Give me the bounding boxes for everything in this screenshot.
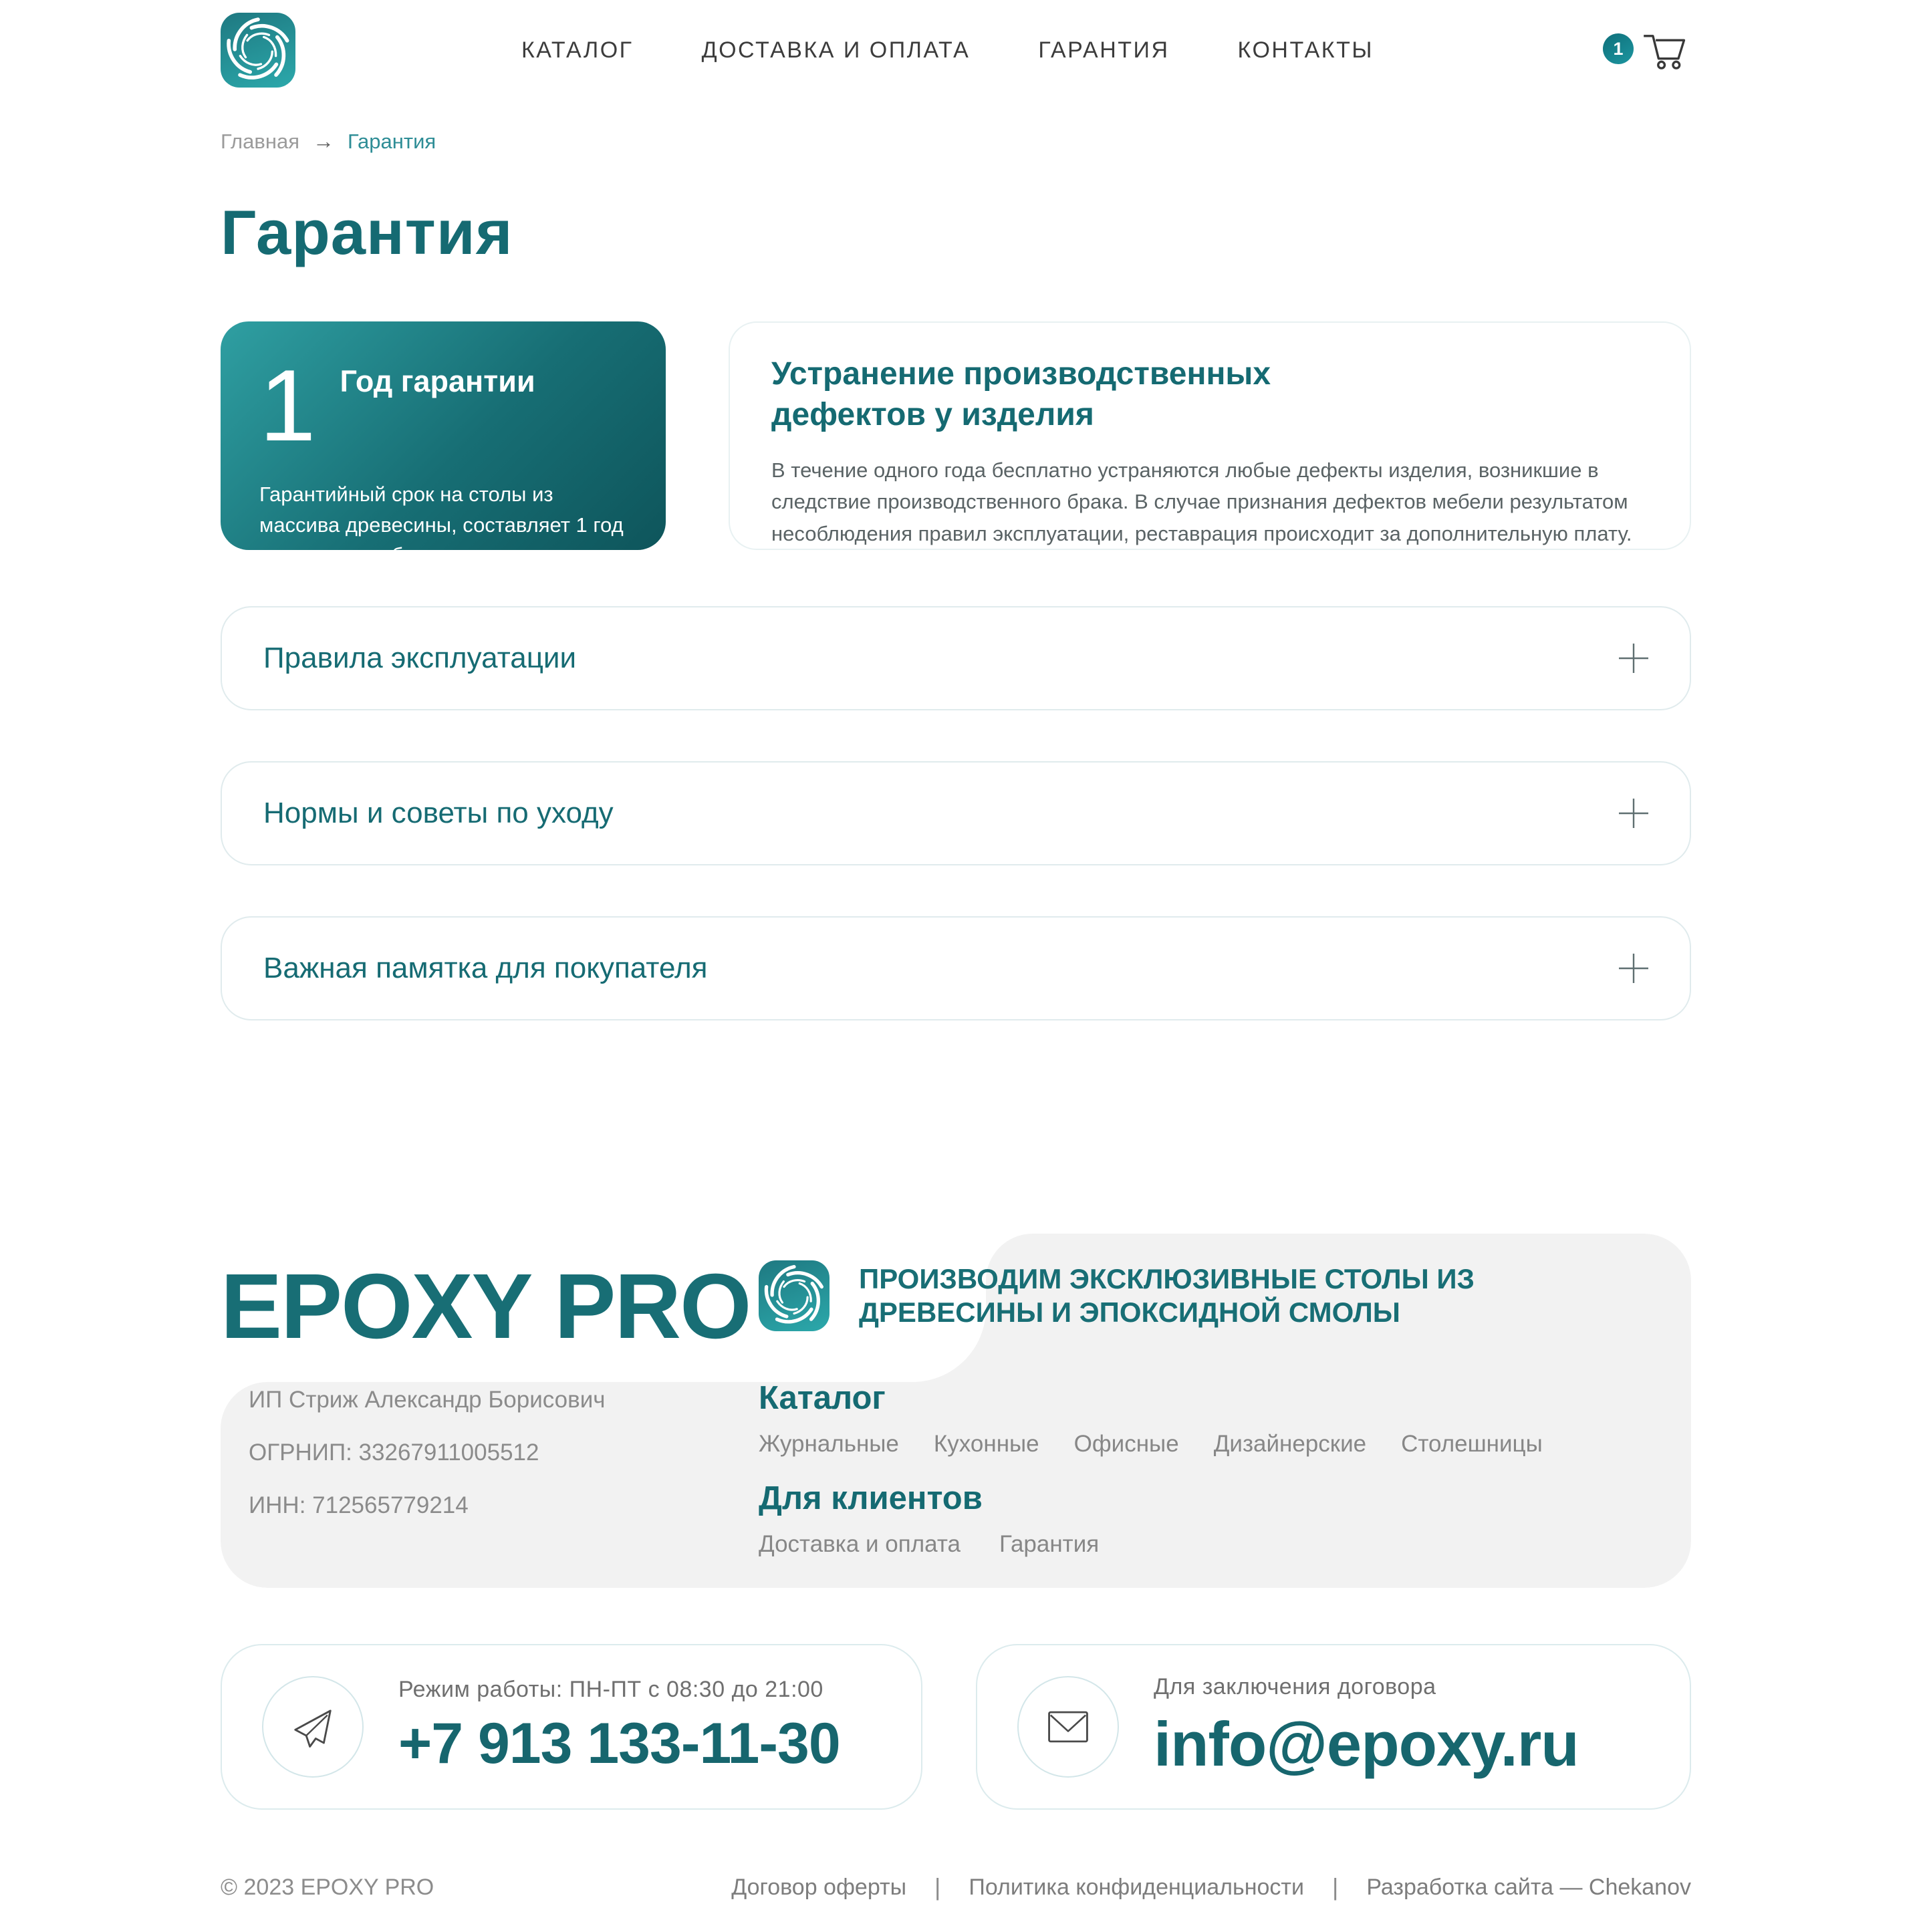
- footer-link-delivery[interactable]: Доставка и оплата: [759, 1531, 961, 1557]
- warranty-term-text: Гарантийный срок на столы из массива древесины, составляет 1 год только при соблюдении правил эксплуатации и правильном уходе.: [259, 482, 624, 597]
- footer-logo[interactable]: [759, 1260, 830, 1331]
- page: [221, 0, 1691, 1932]
- defects-card-text: В течение одного года бесплатно устраняются любые дефекты изделия, возникшие в следствие производственного брака. В случае признания дефектов мебели результатом несоблюдения правил эксплуатации, реставрация происходит за дополнительную плату.: [771, 458, 1632, 545]
- breadcrumb-home-link[interactable]: Главная: [221, 129, 299, 153]
- footer-brand-row: [759, 1260, 1527, 1331]
- warranty-cards-row: [221, 321, 1691, 597]
- nav-item-contacts[interactable]: КОНТАКТЫ: [1237, 37, 1374, 63]
- divider: |: [934, 1873, 941, 1901]
- accordion-title: Нормы и советы по уходу: [263, 797, 614, 829]
- footer-company-info: [249, 1386, 606, 1544]
- copyright-text: © 2023 EPOXY PRO: [221, 1874, 434, 1900]
- breadcrumb-arrow-icon: →: [313, 129, 334, 153]
- phone-card: [221, 1644, 922, 1810]
- cart-count-badge: 1: [1603, 33, 1634, 64]
- privacy-policy-link[interactable]: Политика конфиденциальности: [969, 1874, 1304, 1900]
- header: [221, 0, 1691, 100]
- warranty-years-label: Год гарантии: [340, 364, 535, 398]
- company-ogrnip: ОГРНИП: 33267911005512: [249, 1439, 539, 1466]
- footer-brand-wordmark: EPOXY PRO: [221, 1255, 751, 1358]
- defects-card: [729, 321, 1691, 550]
- footer-link-designer[interactable]: Дизайнерские: [1213, 1431, 1367, 1457]
- footer-catalog-links: [759, 1431, 1543, 1458]
- email-card: [976, 1644, 1691, 1810]
- page-title: Гарантия: [221, 197, 513, 267]
- site-developer-link[interactable]: Разработка сайта — Chekanov: [1366, 1874, 1691, 1900]
- swirl-logo-icon: [759, 1260, 830, 1331]
- contact-cards-row: [221, 1644, 1691, 1810]
- plus-icon[interactable]: [1618, 952, 1650, 984]
- company-inn: ИНН: 712565779214: [249, 1492, 469, 1518]
- footer-link-kitchen[interactable]: Кухонные: [933, 1431, 1039, 1457]
- footer-right-column: [759, 1234, 1691, 1588]
- cart-icon[interactable]: [1642, 29, 1691, 71]
- defects-card-title: Устранение производственных дефектов у изделия: [771, 356, 1271, 433]
- nav-item-delivery[interactable]: ДОСТАВКА И ОПЛАТА: [701, 37, 971, 63]
- footer-clients-heading: Для клиентов: [759, 1480, 983, 1516]
- accordion-title: Важная памятка для покупателя: [263, 952, 708, 984]
- footer-link-office[interactable]: Офисные: [1073, 1431, 1179, 1457]
- footer-link-countertops[interactable]: Столешницы: [1401, 1431, 1543, 1457]
- email-icon-circle: [1017, 1676, 1119, 1778]
- warranty-years-number: 1: [259, 349, 316, 462]
- bottom-bar: [221, 1873, 1691, 1932]
- phone-caption: Режим работы: ПН-ПТ с 08:30 до 21:00: [398, 1677, 823, 1702]
- footer-tagline: ПРОИЗВОДИМ ЭКСКЛЮЗИВНЫЕ СТОЛЫ ИЗ ДРЕВЕСИНЫ И ЭПОКСИДНОЙ СМОЛЫ: [859, 1262, 1475, 1328]
- company-owner: ИП Стриж Александр Борисович: [249, 1387, 606, 1413]
- accordion-care-tips[interactable]: [221, 761, 1691, 865]
- warranty-term-card: [221, 321, 666, 597]
- breadcrumb-current[interactable]: Гарантия: [348, 129, 436, 153]
- phone-icon-circle: [262, 1676, 364, 1778]
- footer-catalog-heading: Каталог: [759, 1380, 886, 1416]
- cart-button[interactable]: [1603, 29, 1691, 71]
- brand-logo[interactable]: [221, 13, 295, 88]
- warranty-term-header: [259, 349, 627, 462]
- accordion-buyer-memo[interactable]: [221, 916, 1691, 1020]
- footer-clients-links: [759, 1531, 1099, 1558]
- email-link[interactable]: info@epoxy.ru: [1154, 1708, 1579, 1779]
- plus-icon[interactable]: [1618, 797, 1650, 829]
- bottom-links: [731, 1873, 1691, 1901]
- email-caption: Для заключения договора: [1154, 1673, 1436, 1699]
- nav-item-warranty[interactable]: ГАРАНТИЯ: [1038, 37, 1170, 63]
- email-texts: [1154, 1674, 1579, 1780]
- plus-icon[interactable]: [1618, 642, 1650, 674]
- footer: [221, 1234, 1691, 1588]
- breadcrumb: [221, 129, 1691, 154]
- envelope-icon: [1045, 1703, 1092, 1750]
- footer-link-warranty[interactable]: Гарантия: [999, 1531, 1100, 1557]
- swirl-logo-icon: [221, 13, 295, 88]
- phone-texts: [398, 1677, 840, 1777]
- paper-plane-icon: [289, 1703, 336, 1750]
- phone-number-link[interactable]: +7 913 133-11-30: [398, 1711, 840, 1776]
- accordion-usage-rules[interactable]: [221, 606, 1691, 710]
- accordion-title: Правила эксплуатации: [263, 642, 577, 674]
- footer-link-coffee-tables[interactable]: Журнальные: [759, 1431, 899, 1457]
- nav-item-catalog[interactable]: КАТАЛОГ: [521, 37, 634, 63]
- offer-agreement-link[interactable]: Договор оферты: [731, 1874, 907, 1900]
- divider: |: [1331, 1873, 1339, 1901]
- main-nav: [521, 37, 1374, 63]
